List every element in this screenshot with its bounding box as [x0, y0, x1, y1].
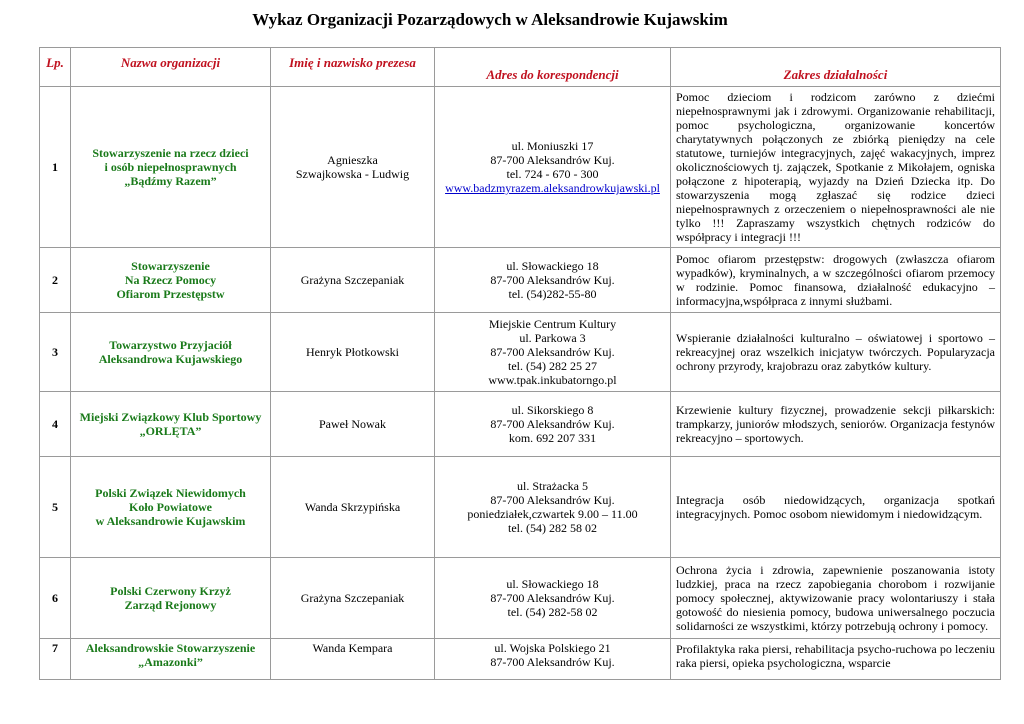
name-line: Stowarzyszenie [131, 259, 210, 273]
header-lp: Lp. [40, 48, 71, 87]
address [435, 558, 671, 639]
page-title: Wykaz Organizacji Pozarządowych w Aleksandrowie Kujawskim [252, 10, 728, 29]
address-line: 87-700 Aleksandrów Kuj. [490, 273, 615, 287]
table-row [40, 87, 1001, 248]
address-line: ul. Wojska Polskiego 21 [494, 641, 611, 655]
name-line: „ORLĘTA” [139, 424, 202, 438]
organization-name [71, 558, 271, 639]
table-row [40, 313, 1001, 392]
president-line: Wanda Skrzypińska [304, 500, 401, 514]
address-line: tel. (54) 282 58 02 [508, 521, 597, 535]
president-name [271, 457, 435, 558]
address-line: tel. (54)282-55-80 [508, 287, 597, 301]
name-line: Aleksandrowskie Stowarzyszenie [85, 641, 256, 655]
name-line: „Amazonki” [138, 655, 203, 669]
organization-name [71, 313, 271, 392]
header-name: Nazwa organizacji [71, 48, 271, 87]
address-line: tel. (54) 282 25 27 [508, 359, 597, 373]
row-number: 3 [40, 313, 71, 392]
address-line: ul. Słowackiego 18 [506, 577, 599, 591]
name-line: Miejski Związkowy Klub Sportowy [79, 410, 262, 424]
president-name [271, 313, 435, 392]
activity-scope: Profilaktyka raka piersi, rehabilitacja psycho-ruchowa po leczeniu raka piersi, opieka psychologiczna, wsparcie [671, 639, 1001, 680]
president-line: Wanda Kempara [312, 641, 393, 655]
name-line: Polski Czerwony Krzyż [110, 584, 231, 598]
name-line: Polski Związek Niewidomych [95, 486, 246, 500]
name-line: Stowarzyszenie na rzecz dzieci [92, 146, 249, 160]
name-line: Towarzystwo Przyjaciół [109, 338, 232, 352]
address-line: tel. (54) 282-58 02 [507, 605, 598, 619]
address-line: 87-700 Aleksandrów Kuj. [490, 493, 615, 507]
president-line: Henryk Płotkowski [306, 345, 399, 359]
address [435, 392, 671, 457]
activity-scope: Integracja osób niedowidzących, organizacja spotkań integracyjnych. Pomoc osobom niewidomym i niedowidzącym. [671, 457, 1001, 558]
president-line: Szwajkowska - Ludwig [295, 167, 410, 181]
activity-scope: Krzewienie kultury fizycznej, prowadzenie sekcji piłkarskich: trampkarzy, juniorów młodszych, seniorów. Organizacja festynów rekreacyjno – sportowych. [671, 392, 1001, 457]
address-line: ul. Strażacka 5 [517, 479, 588, 493]
header-scope: Zakres działalności [671, 48, 1001, 87]
address-line: ul. Sikorskiego 8 [511, 403, 594, 417]
name-line: Na Rzecz Pomocy [124, 273, 217, 287]
address-line: Miejskie Centrum Kultury [488, 317, 617, 331]
organization-name [71, 639, 271, 680]
president-name [271, 248, 435, 313]
row-number: 7 [40, 639, 71, 680]
address [435, 313, 671, 392]
activity-scope: Pomoc dzieciom i rodzicom zarówno z dziećmi niepełnosprawnymi jak i zdrowymi. Organizowanie rehabilitacji, pomoc psychologiczna, organizowanie koncertów charytatywnych połączonych ze zbiórką pieniędzy na cele statutowe, turniejów integracyjnych, zajęć wakacyjnych, imprez okolicznościowych tj. zajączek, Spotkanie z Mikołajem, ogniska połączone z hipoterapią, wyjazdy na Dzień Dziecka itp. Do stowarzyszenia mogą zgłaszać się rodzice dzieci niepełnosprawnych z orzeczeniem o niepełnosprawności ale nie tylko !!! Zapraszamy wszystkich chętnych rodziców do współpracy i integracji !!! [671, 87, 1001, 248]
row-number: 2 [40, 248, 71, 313]
president-name [271, 392, 435, 457]
table-row [40, 639, 1001, 680]
name-line: Koło Powiatowe [129, 500, 212, 514]
name-line: w Aleksandrowie Kujawskim [95, 514, 246, 528]
address [435, 457, 671, 558]
address-line: ul. Moniuszki 17 [511, 139, 594, 153]
activity-scope: Pomoc ofiarom przestępstw: drogowych (zwłaszcza ofiarom wypadków), kryminalnych, a w szczególności ofiarom przemocy w rodzinie. Pomoc finansowa, działalność edukacyjno – informacyjna,współpraca z innymi służbami. [671, 248, 1001, 313]
address-line: 87-700 Aleksandrów Kuj. [490, 153, 615, 167]
address-line: ul. Słowackiego 18 [506, 259, 599, 273]
organization-name [71, 457, 271, 558]
president-line: Grażyna Szczepaniak [300, 273, 405, 287]
name-line: Ofiarom Przestępstw [116, 287, 225, 301]
address-line: 87-700 Aleksandrów Kuj. [490, 345, 615, 359]
organizations-table [39, 47, 1001, 680]
president-line: Agnieszka [327, 153, 378, 167]
organization-name [71, 87, 271, 248]
activity-scope: Wspieranie działalności kulturalno – oświatowej i sportowo – rekreacyjnej oraz wszelkich inicjatyw twórczych. Popularyzacja ochrony przyrody, krajobrazu oraz zabytków kultury. [671, 313, 1001, 392]
name-line: i osób niepełnosprawnych [104, 160, 237, 174]
website-link[interactable]: www.badzmyrazem.aleksandrowkujawski.pl [445, 181, 660, 195]
president-name [271, 558, 435, 639]
president-name [271, 639, 435, 680]
row-number: 4 [40, 392, 71, 457]
name-line: Aleksandrowa Kujawskiego [98, 352, 243, 366]
table-row [40, 457, 1001, 558]
address-line: ul. Parkowa 3 [519, 331, 586, 345]
row-number: 5 [40, 457, 71, 558]
address-line: www.tpak.inkubatorngo.pl [488, 373, 617, 387]
address-line: kom. 692 207 331 [508, 431, 597, 445]
address [435, 87, 671, 248]
president-line: Paweł Nowak [319, 417, 386, 431]
table-row [40, 248, 1001, 313]
address-line: 87-700 Aleksandrów Kuj. [490, 417, 615, 431]
name-line: Zarząd Rejonowy [124, 598, 217, 612]
table-header-row [40, 48, 1001, 87]
address [435, 248, 671, 313]
president-line: Grażyna Szczepaniak [300, 591, 405, 605]
header-president: Imię i nazwisko prezesa [271, 48, 435, 87]
table-row [40, 392, 1001, 457]
row-number: 1 [40, 87, 71, 248]
organization-name [71, 248, 271, 313]
president-name [271, 87, 435, 248]
address-line: 87-700 Aleksandrów Kuj. [490, 591, 615, 605]
header-address: Adres do korespondencji [435, 48, 671, 87]
activity-scope: Ochrona życia i zdrowia, zapewnienie poszanowania istoty ludzkiej, praca na rzecz zapobiegania chorobom i rozwijanie pomocy społecznej, aktywizowanie pracy wolontariuszy i stała gotowość do niesienia pomocy, budowa uniwersalnego poczucia solidarności ze wszystkimi, którzy potrzebują ochrony i pomocy. [671, 558, 1001, 639]
address-line: 87-700 Aleksandrów Kuj. [490, 655, 615, 669]
address-line: tel. 724 - 670 - 300 [506, 167, 599, 181]
address [435, 639, 671, 680]
address-line: poniedziałek,czwartek 9.00 – 11.00 [467, 507, 638, 521]
row-number: 6 [40, 558, 71, 639]
organization-name [71, 392, 271, 457]
table-row [40, 558, 1001, 639]
name-line: „Bądźmy Razem” [124, 174, 217, 188]
